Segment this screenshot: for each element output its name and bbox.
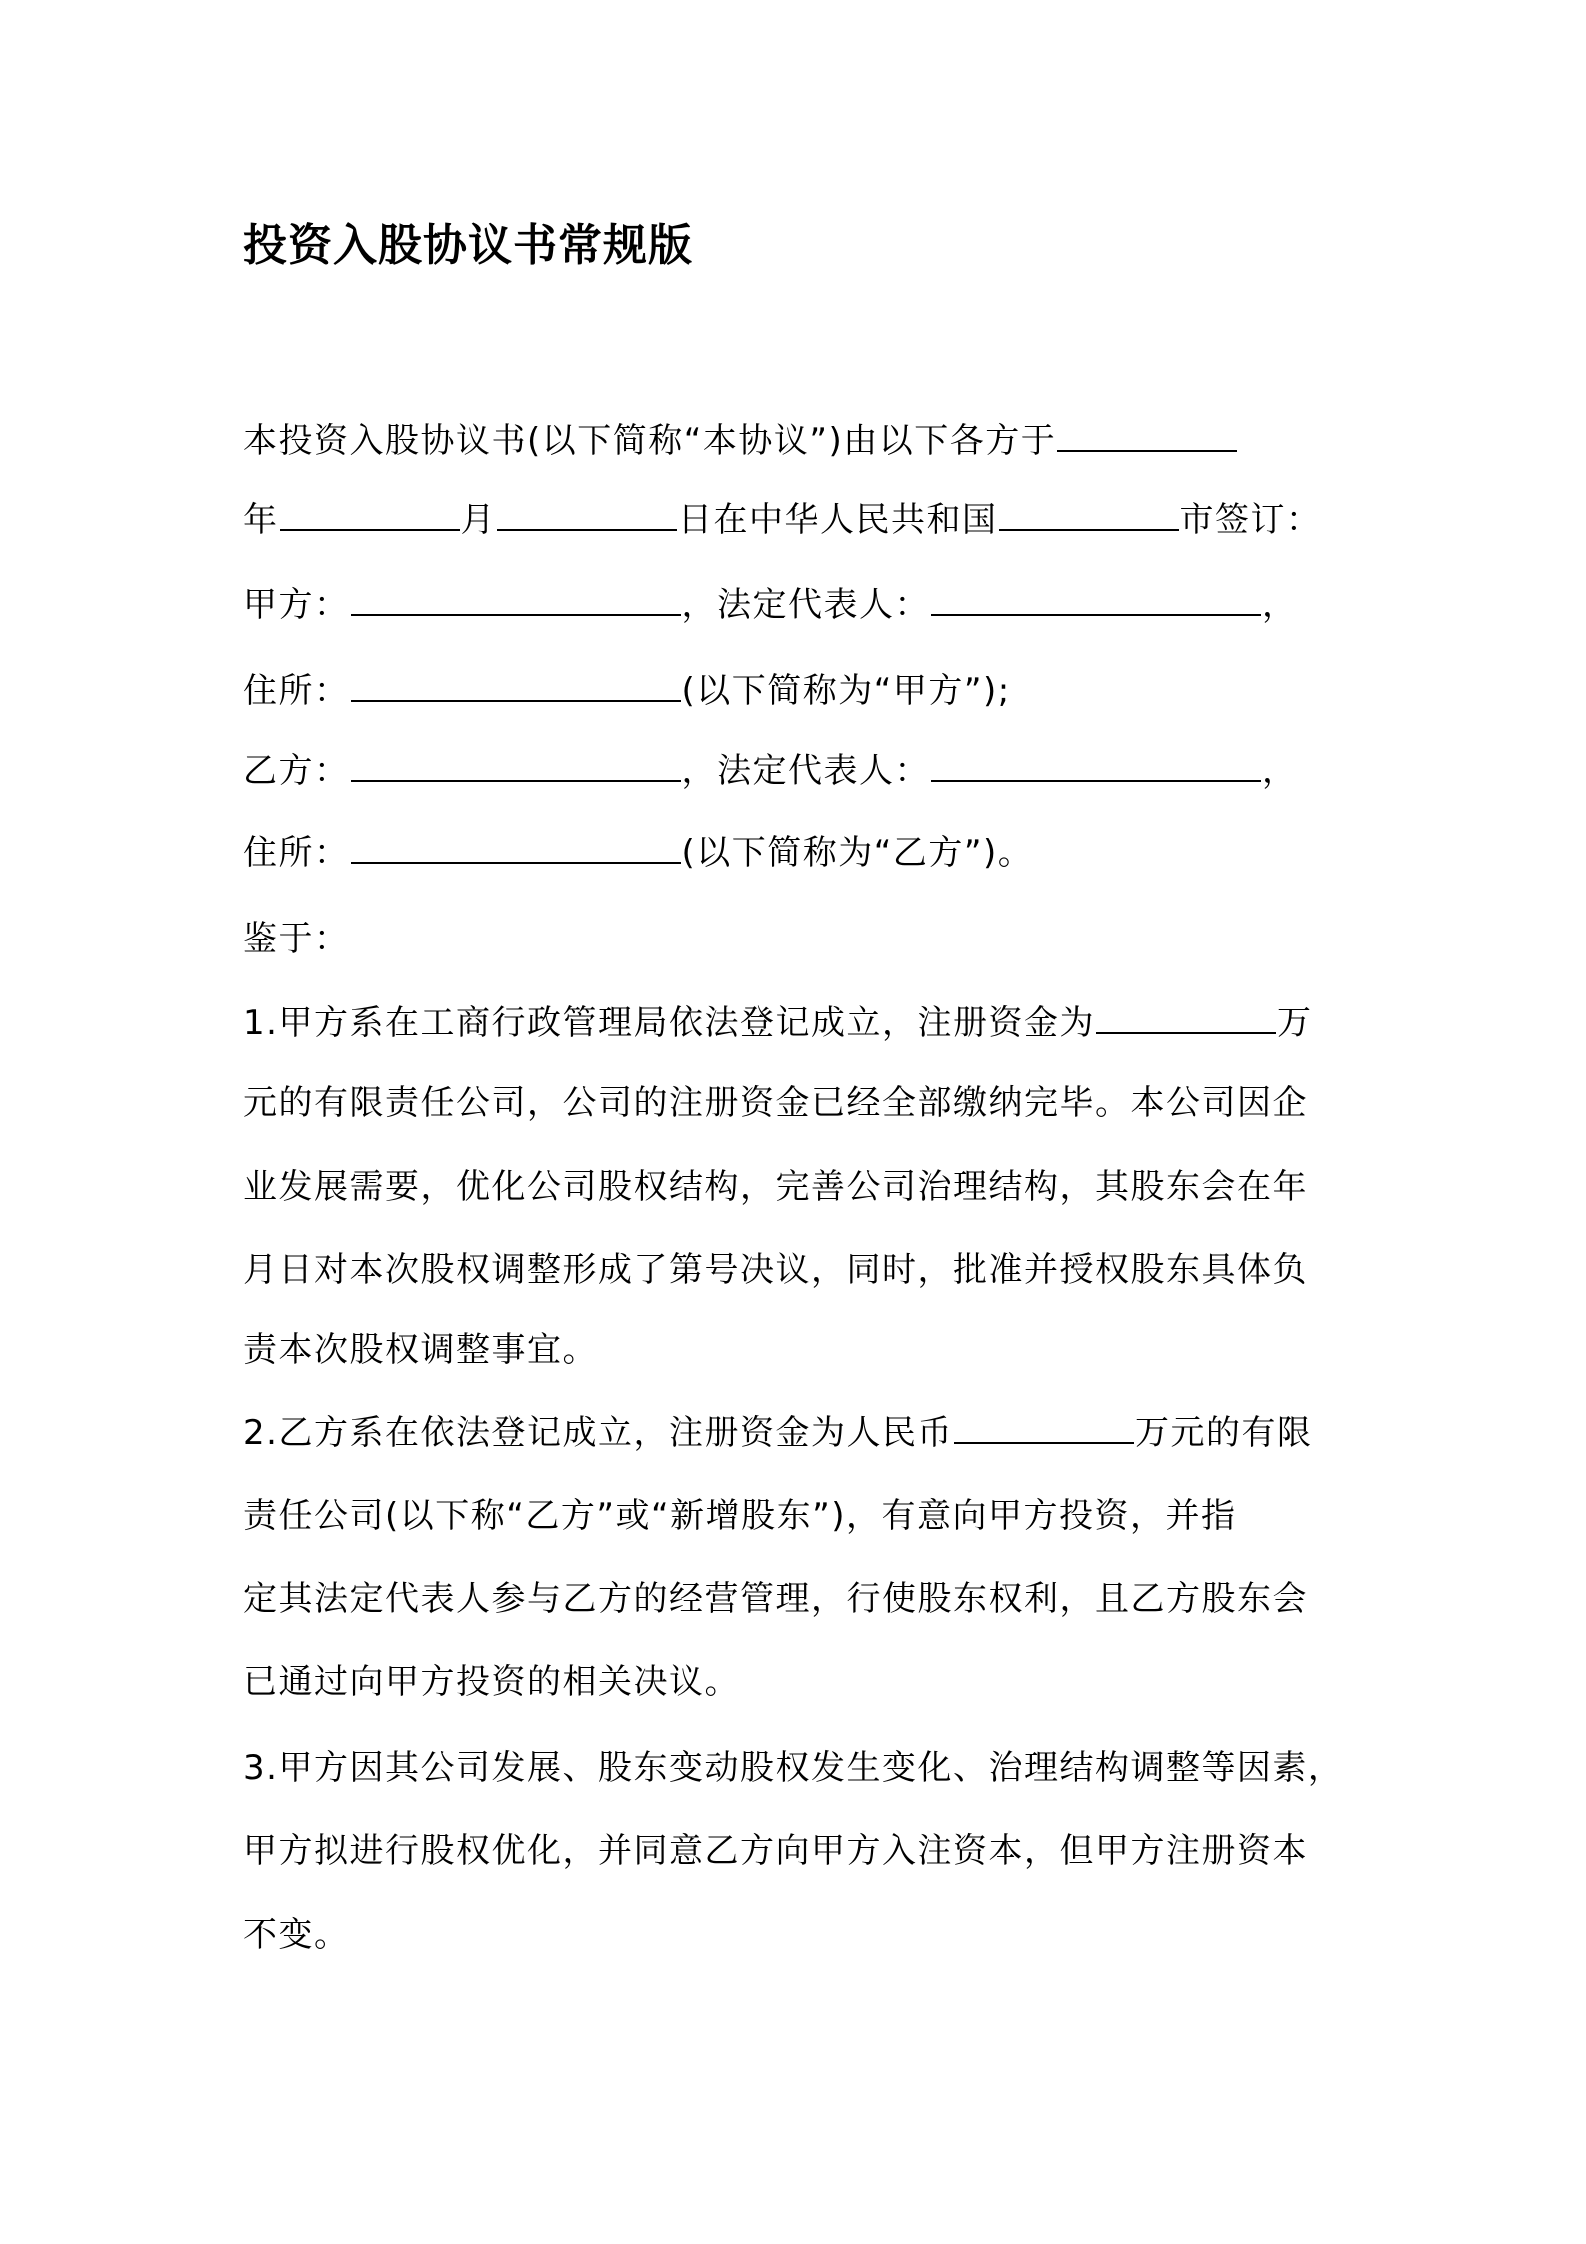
party-b-label: 乙方： xyxy=(243,751,350,791)
party-a-address-label: 住所： xyxy=(243,671,350,711)
clause-2-line-4: 已通过向甲方投资的相关决议。 xyxy=(243,1662,740,1702)
clause-2-text: 2.乙方系在依法登记成立，注册资金为人民币 xyxy=(243,1413,953,1453)
city-sign-text: 市签订： xyxy=(1179,500,1322,540)
clause-1-line-2: 元的有限责任公司，公司的注册资金已经全部缴纳完毕。本公司因企 xyxy=(243,1083,1308,1123)
clause-1-unit: 万 xyxy=(1276,1003,1313,1043)
party-b-line xyxy=(243,748,1298,794)
intro-line-1 xyxy=(243,418,1238,464)
party-a-address-suffix: (以下简称为“甲方”); xyxy=(681,671,1011,711)
party-b-rep-label: ，法定代表人： xyxy=(681,751,930,791)
party-a-end: ， xyxy=(1262,585,1298,625)
clause-3-line-2: 甲方拟进行股权优化，并同意乙方向甲方入注资本，但甲方注册资本 xyxy=(243,1831,1308,1871)
clause-2-line-2: 责任公司(以下称“乙方”或“新增股东”)，有意向甲方投资，并指 xyxy=(243,1496,1237,1536)
party-a-rep-blank[interactable] xyxy=(931,584,1261,616)
document-title: 投资入股协议书常规版 xyxy=(243,220,693,271)
party-b-address-line xyxy=(243,830,1033,876)
party-a-address-line xyxy=(243,668,1011,714)
day-place-text: 日在中华人民共和国 xyxy=(678,500,998,540)
month-label: 月 xyxy=(460,500,496,540)
day-blank[interactable] xyxy=(497,499,677,531)
party-a-name-blank[interactable] xyxy=(351,584,681,616)
intro-line-2 xyxy=(243,497,1322,543)
clause-1-line-5: 责本次股权调整事宜。 xyxy=(243,1330,598,1370)
whereas-label: 鉴于： xyxy=(243,919,350,959)
clause-1-capital-blank[interactable] xyxy=(1096,1002,1276,1034)
clause-1-line-3: 业发展需要，优化公司股权结构，完善公司治理结构，其股东会在年 xyxy=(243,1167,1308,1207)
party-a-label: 甲方： xyxy=(243,585,350,625)
intro-text: 本投资入股协议书(以下简称“本协议”)由以下各方于 xyxy=(243,421,1057,461)
party-b-address-blank[interactable] xyxy=(351,832,681,864)
party-b-name-blank[interactable] xyxy=(351,750,681,782)
clause-1-line-4: 月日对本次股权调整形成了第号决议，同时，批准并授权股东具体负 xyxy=(243,1250,1308,1290)
party-a-rep-label: ，法定代表人： xyxy=(681,585,930,625)
party-a-line xyxy=(243,582,1298,628)
party-b-address-label: 住所： xyxy=(243,833,350,873)
party-b-rep-blank[interactable] xyxy=(931,750,1261,782)
clause-2-line-1 xyxy=(243,1410,1312,1456)
clause-2-unit: 万元的有限 xyxy=(1134,1413,1313,1453)
clause-3-line-3: 不变。 xyxy=(243,1915,350,1955)
city-blank[interactable] xyxy=(999,499,1179,531)
party-a-address-blank[interactable] xyxy=(351,670,681,702)
clause-1-line-1 xyxy=(243,1000,1312,1046)
year-label: 年 xyxy=(243,500,279,540)
party-b-end: ， xyxy=(1262,751,1298,791)
clause-3-line-1: 3.甲方因其公司发展、股东变动股权发生变化、治理结构调整等因素， xyxy=(243,1748,1344,1788)
clause-2-capital-blank[interactable] xyxy=(954,1412,1134,1444)
month-blank[interactable] xyxy=(280,499,460,531)
party-b-address-suffix: (以下简称为“乙方”)。 xyxy=(681,833,1034,873)
clause-1-text: 1.甲方系在工商行政管理局依法登记成立，注册资金为 xyxy=(243,1003,1095,1043)
clause-2-line-3: 定其法定代表人参与乙方的经营管理，行使股东权利，且乙方股东会 xyxy=(243,1579,1308,1619)
year-blank[interactable] xyxy=(1057,420,1237,452)
